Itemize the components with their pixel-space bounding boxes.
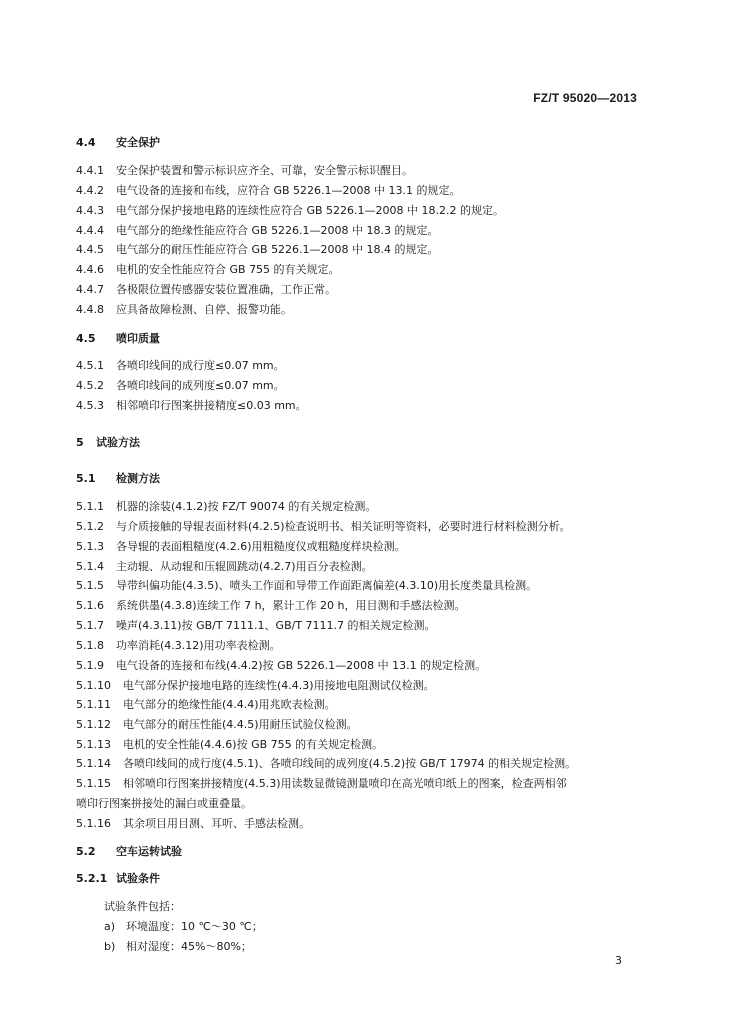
clause-5-1-1 <box>76 500 376 514</box>
clause-number: 5.1.9 <box>76 659 104 672</box>
clause-4-5-3 <box>76 399 307 413</box>
clause-number: 5.1.2 <box>76 520 104 533</box>
clause-text: 电气部分的绝缘性能应符合 GB 5226.1—2008 中 18.3 的规定。 <box>116 224 439 237</box>
section-number: 5.1 <box>76 472 96 485</box>
clause-text: 电气部分的耐压性能(4.4.5)用耐压试验仪检测。 <box>123 718 358 731</box>
chapter-title: 试验方法 <box>96 436 140 449</box>
clause-text: 相邻喷印行图案拼接精度≤0.03 mm。 <box>116 399 307 412</box>
clause-text: 噪声(4.3.11)按 GB/T 7111.1、GB/T 7111.7 的相关规定检测。 <box>116 619 436 632</box>
clause-4-4-4 <box>76 224 439 238</box>
clause-4-4-8 <box>76 303 292 317</box>
subsection-heading-5-2-1 <box>76 872 160 886</box>
clause-5-1-6 <box>76 599 466 613</box>
clause-text: 电气部分保护接地电路的连续性应符合 GB 5226.1—2008 中 18.2.2 的规定。 <box>116 204 505 217</box>
section-heading-4-5 <box>76 332 160 346</box>
clause-number: 5.1.8 <box>76 639 104 652</box>
clause-text: 各极限位置传感器安装位置准确，工作正常。 <box>116 283 336 296</box>
clause-text: 电气设备的连接和布线，应符合 GB 5226.1—2008 中 13.1 的规定。 <box>116 184 461 197</box>
section-number: 4.4 <box>76 136 96 149</box>
section-title: 检测方法 <box>116 472 160 485</box>
chapter-heading-5 <box>76 436 140 450</box>
clause-number: 5.1.4 <box>76 560 104 573</box>
clause-text: 电气部分的绝缘性能(4.4.4)用兆欧表检测。 <box>123 698 336 711</box>
clause-text: 安全保护装置和警示标识应齐全、可靠，安全警示标识醒目。 <box>116 164 413 177</box>
page-number: 3 <box>615 954 622 967</box>
section-title: 安全保护 <box>116 136 160 149</box>
clause-5-1-16 <box>76 817 310 831</box>
clause-number: 4.4.7 <box>76 283 104 296</box>
section-heading-4-4 <box>76 136 160 150</box>
clause-number: 4.4.3 <box>76 204 104 217</box>
subsection-title: 试验条件 <box>116 872 160 885</box>
clause-text: 电气设备的连接和布线(4.4.2)按 GB 5226.1—2008 中 13.1 的规定检测。 <box>116 659 487 672</box>
clause-text: 主动辊、从动辊和压辊圆跳动(4.2.7)用百分表检测。 <box>116 560 373 573</box>
section-number: 4.5 <box>76 332 96 345</box>
clause-number: 4.5.2 <box>76 379 104 392</box>
clause-number: 5.1.14 <box>76 757 111 770</box>
clause-text: 电气部分的耐压性能应符合 GB 5226.1—2008 中 18.4 的规定。 <box>116 243 439 256</box>
clause-5-1-5 <box>76 579 537 593</box>
clause-5-1-4 <box>76 560 373 574</box>
clause-text: 导带纠偏功能(4.3.5)、喷头工作面和导带工作面距离偏差(4.3.10)用长度类量具检测。 <box>116 579 538 592</box>
clause-4-4-3 <box>76 204 504 218</box>
clause-4-5-1 <box>76 359 285 373</box>
list-item-text: 环境温度：10 ℃～30 ℃； <box>126 920 263 933</box>
section-heading-5-1 <box>76 472 160 486</box>
clause-number: 4.4.8 <box>76 303 104 316</box>
clause-5-1-15-continuation <box>76 797 252 811</box>
clause-4-4-5 <box>76 243 439 257</box>
clause-text: 机器的涂装(4.1.2)按 FZ/T 90074 的有关规定检测。 <box>116 500 377 513</box>
clause-number: 5.1.1 <box>76 500 104 513</box>
list-item-a <box>104 920 263 934</box>
clause-4-4-1 <box>76 164 413 178</box>
clause-number: 4.5.3 <box>76 399 104 412</box>
clause-5-1-8 <box>76 639 281 653</box>
clause-text: 功率消耗(4.3.12)用功率表检测。 <box>116 639 281 652</box>
clause-4-4-2 <box>76 184 461 198</box>
clause-text: 各导辊的表面粗糙度(4.2.6)用粗糙度仪或粗糙度样块检测。 <box>116 540 406 553</box>
section-number: 5.2 <box>76 845 96 858</box>
section-title: 喷印质量 <box>116 332 160 345</box>
clause-number: 5.1.5 <box>76 579 104 592</box>
clause-number: 4.4.6 <box>76 263 104 276</box>
test-conditions-intro: 试验条件包括： <box>104 900 181 913</box>
clause-number: 4.4.4 <box>76 224 104 237</box>
clause-text: 电气部分保护接地电路的连续性(4.4.3)用接地电阻测试仪检测。 <box>123 679 435 692</box>
clause-text: 系统供墨(4.3.8)连续工作 7 h，累计工作 20 h，用目测和手感法检测。 <box>116 599 466 612</box>
clause-number: 5.1.13 <box>76 738 111 751</box>
subsection-number: 5.2.1 <box>76 872 108 885</box>
section-heading-5-2 <box>76 845 182 859</box>
clause-5-1-7 <box>76 619 436 633</box>
clause-5-1-13 <box>76 738 383 752</box>
clause-number: 5.1.7 <box>76 619 104 632</box>
clause-text: 电机的安全性能(4.4.6)按 GB 755 的有关规定检测。 <box>123 738 384 751</box>
clause-5-1-11 <box>76 698 336 712</box>
clause-5-1-9 <box>76 659 486 673</box>
list-item-b <box>104 940 252 954</box>
clause-number: 4.4.2 <box>76 184 104 197</box>
clause-number: 4.5.1 <box>76 359 104 372</box>
clause-number: 5.1.3 <box>76 540 104 553</box>
clause-text: 其余项目用目测、耳听、手感法检测。 <box>123 817 310 830</box>
clause-5-1-14 <box>76 757 576 771</box>
clause-number: 5.1.12 <box>76 718 111 731</box>
clause-number: 5.1.10 <box>76 679 111 692</box>
clause-number: 4.4.1 <box>76 164 104 177</box>
clause-text: 各喷印线间的成行度(4.5.1)、各喷印线间的成列度(4.5.2)按 GB/T 17974 的相关规定检测。 <box>123 757 577 770</box>
clause-number: 5.1.15 <box>76 777 111 790</box>
clause-text: 与介质接触的导辊表面材料(4.2.5)检查说明书、相关证明等资料，必要时进行材料检测分析。 <box>116 520 571 533</box>
clause-number: 5.1.16 <box>76 817 111 830</box>
clause-text: 喷印行图案拼接处的漏白或重叠量。 <box>76 797 252 810</box>
clause-number: 5.1.6 <box>76 599 104 612</box>
standard-number-header: FZ/T 95020—2013 <box>533 91 637 105</box>
clause-5-1-10 <box>76 679 435 693</box>
clause-5-1-3 <box>76 540 406 554</box>
clause-text: 各喷印线间的成列度≤0.07 mm。 <box>116 379 285 392</box>
list-marker: a) <box>104 920 116 933</box>
clause-text: 电机的安全性能应符合 GB 755 的有关规定。 <box>116 263 340 276</box>
clause-text: 应具备故障检测、自停、报警功能。 <box>116 303 292 316</box>
list-marker: b) <box>104 940 116 953</box>
clause-4-4-7 <box>76 283 336 297</box>
clause-number: 5.1.11 <box>76 698 111 711</box>
clause-5-1-2 <box>76 520 571 534</box>
clause-5-1-15 <box>76 777 567 791</box>
clause-5-1-12 <box>76 718 358 732</box>
list-item-text: 相对湿度：45%～80%； <box>126 940 252 953</box>
section-title: 空车运转试验 <box>116 845 182 858</box>
chapter-number: 5 <box>76 436 84 449</box>
clause-text: 相邻喷印行图案拼接精度(4.5.3)用读数显微镜测量喷印在高光喷印纸上的图案，检查两相邻 <box>123 777 567 790</box>
clause-number: 4.4.5 <box>76 243 104 256</box>
clause-4-5-2 <box>76 379 285 393</box>
clause-text: 各喷印线间的成行度≤0.07 mm。 <box>116 359 285 372</box>
clause-4-4-6 <box>76 263 340 277</box>
